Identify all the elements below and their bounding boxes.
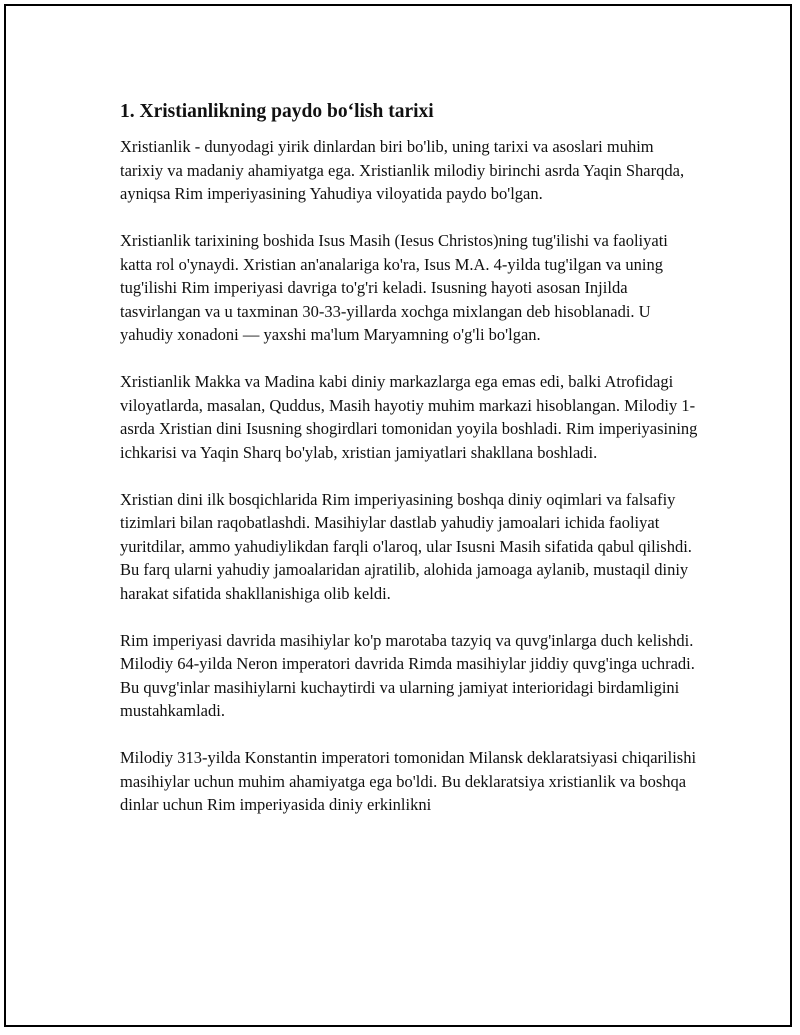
section-heading: 1. Xristianlikning paydo bo‘lish tarixi	[120, 101, 434, 122]
document-page	[4, 4, 792, 1027]
paragraph-6: Milodiy 313-yilda Konstantin imperatori tomonidan Milansk deklaratsiyasi chiqarilishi masihiylar uchun muhim ahamiyatga ega bo'ldi. Bu deklaratsiya xristianlik va boshqa dinlar uchun Rim imperiyasida diniy erkinlikni	[120, 748, 697, 814]
paragraph-2: Xristianlik tarixining boshida Isus Masih (Iesus Christos)ning tug'ilishi va faoliyati katta rol o'ynaydi. Xristian an'analariga ko'ra, Isus M.A. 4-yilda tug'ilgan va uning tug'ilishi Rim imperiyasi davriga to'g'ri keladi. Isusning hayoti asosan Injilda tasvirlangan va u taxminan 30-33-yillarda xochga mixlangan deb hisoblanadi. U yahudiy xonadoni — yaxshi ma'lum Maryamning o'g'li bo'lgan.	[120, 231, 668, 344]
paragraph-1: Xristianlik - dunyodagi yirik dinlardan biri bo'lib, uning tarixi va asoslari muhim tarixiy va madaniy ahamiyatga ega. Xristianlik milodiy birinchi asrda Yaqin Sharqda, ayniqsa Rim imperiyasining Yahudiya viloyatida paydo bo'lgan.	[120, 137, 685, 203]
document-body	[120, 100, 700, 840]
paragraph-4: Xristian dini ilk bosqichlarida Rim imperiyasining boshqa diniy oqimlari va falsafiy tizimlari bilan raqobatlashdi. Masihiylar dastlab yahudiy jamoalari ichida faoliyat yuritdilar, ammo yahudiylikdan farqli o'laroq, ular Isusni Masih sifatida qabul qilishdi. Bu farq ularni yahudiy jamoalaridan ajratilib, alohida jamoaga aylanib, mustaqil diniy harakat sifatida shakllanishiga olib keldi.	[120, 489, 692, 603]
paragraph-3: Xristianlik Makka va Madina kabi diniy markazlarga ega emas edi, balki Atrofidagi viloyatlarda, masalan, Quddus, Masih hayotiy muhim markazi hisoblangan. Milodiy 1-asrda Xristian dini Isusning shogirdlari tomonidan yoyila boshladi. Rim imperiyasining ichkarisi va Yaqin Sharq bo'ylab, xristian jamiyatlari shakllana boshladi.	[120, 372, 698, 462]
paragraph-5: Rim imperiyasi davrida masihiylar ko'p marotaba tazyiq va quvg'inlarga duch kelishdi. Milodiy 64-yilda Neron imperatori davrida Rimda masihiylar jiddiy quvg'inga uchradi. Bu quvg'inlar masihiylarni kuchaytirdi va ularning jamiyat interioridagi birdamligini mustahkamladi.	[120, 630, 695, 720]
